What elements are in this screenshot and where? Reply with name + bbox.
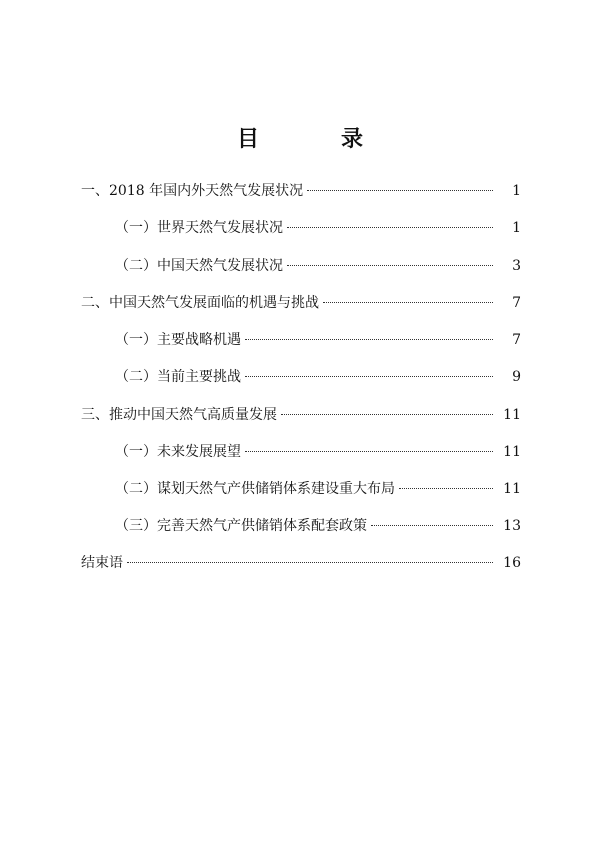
toc-entry-label: （一）未来发展展望 (115, 444, 241, 460)
toc-entry-page: 1 (512, 183, 521, 199)
toc-entry (81, 292, 521, 314)
toc-entry-page: 7 (512, 295, 521, 311)
toc-entry-page: 7 (512, 332, 521, 348)
toc-entry-page: 11 (503, 407, 521, 423)
toc-entry-label: （二）谋划天然气产供储销体系建设重大布局 (115, 481, 395, 497)
page-title: 目 录 (236, 127, 393, 152)
toc-entry-label: 一、2018 年国内外天然气发展状况 (81, 183, 304, 199)
dot-leader (281, 414, 493, 415)
toc-entry-page: 11 (503, 481, 521, 497)
dot-leader (371, 525, 493, 526)
toc-entry (81, 552, 521, 574)
dot-leader (323, 302, 493, 303)
toc-entry-label: （二）当前主要挑战 (115, 369, 241, 385)
dot-leader (245, 451, 493, 452)
dot-leader (245, 376, 493, 377)
toc-entry-label: （三）完善天然气产供储销体系配套政策 (115, 518, 367, 534)
dot-leader (287, 265, 493, 266)
toc-entry (115, 366, 521, 388)
toc-entry (81, 180, 521, 202)
toc-entry (115, 329, 521, 351)
toc-entry (81, 404, 521, 426)
toc-entry-label: 结束语 (81, 555, 123, 571)
toc-entry-label: 二、中国天然气发展面临的机遇与挑战 (81, 295, 319, 311)
toc-entry (115, 478, 521, 500)
toc-entry-label: （一）主要战略机遇 (115, 332, 241, 348)
toc-entry (115, 441, 521, 463)
toc-entry-page: 3 (512, 258, 521, 274)
toc-entry-label: （一）世界天然气发展状况 (115, 220, 283, 236)
dot-leader (287, 227, 493, 228)
dot-leader (245, 339, 493, 340)
toc-entry (115, 255, 521, 277)
dot-leader (307, 190, 493, 191)
toc-entry-page: 11 (503, 444, 521, 460)
toc-entry-label: （二）中国天然气发展状况 (115, 258, 283, 274)
toc-entry (115, 515, 521, 537)
toc-entry-page: 9 (512, 369, 521, 385)
toc-entry (115, 217, 521, 239)
toc-entry-label: 三、推动中国天然气高质量发展 (81, 407, 277, 423)
toc-entry-page: 13 (503, 518, 521, 534)
toc-entry-page: 1 (512, 220, 521, 236)
toc-entry-page: 16 (503, 555, 521, 571)
dot-leader (399, 488, 493, 489)
dot-leader (127, 562, 493, 563)
